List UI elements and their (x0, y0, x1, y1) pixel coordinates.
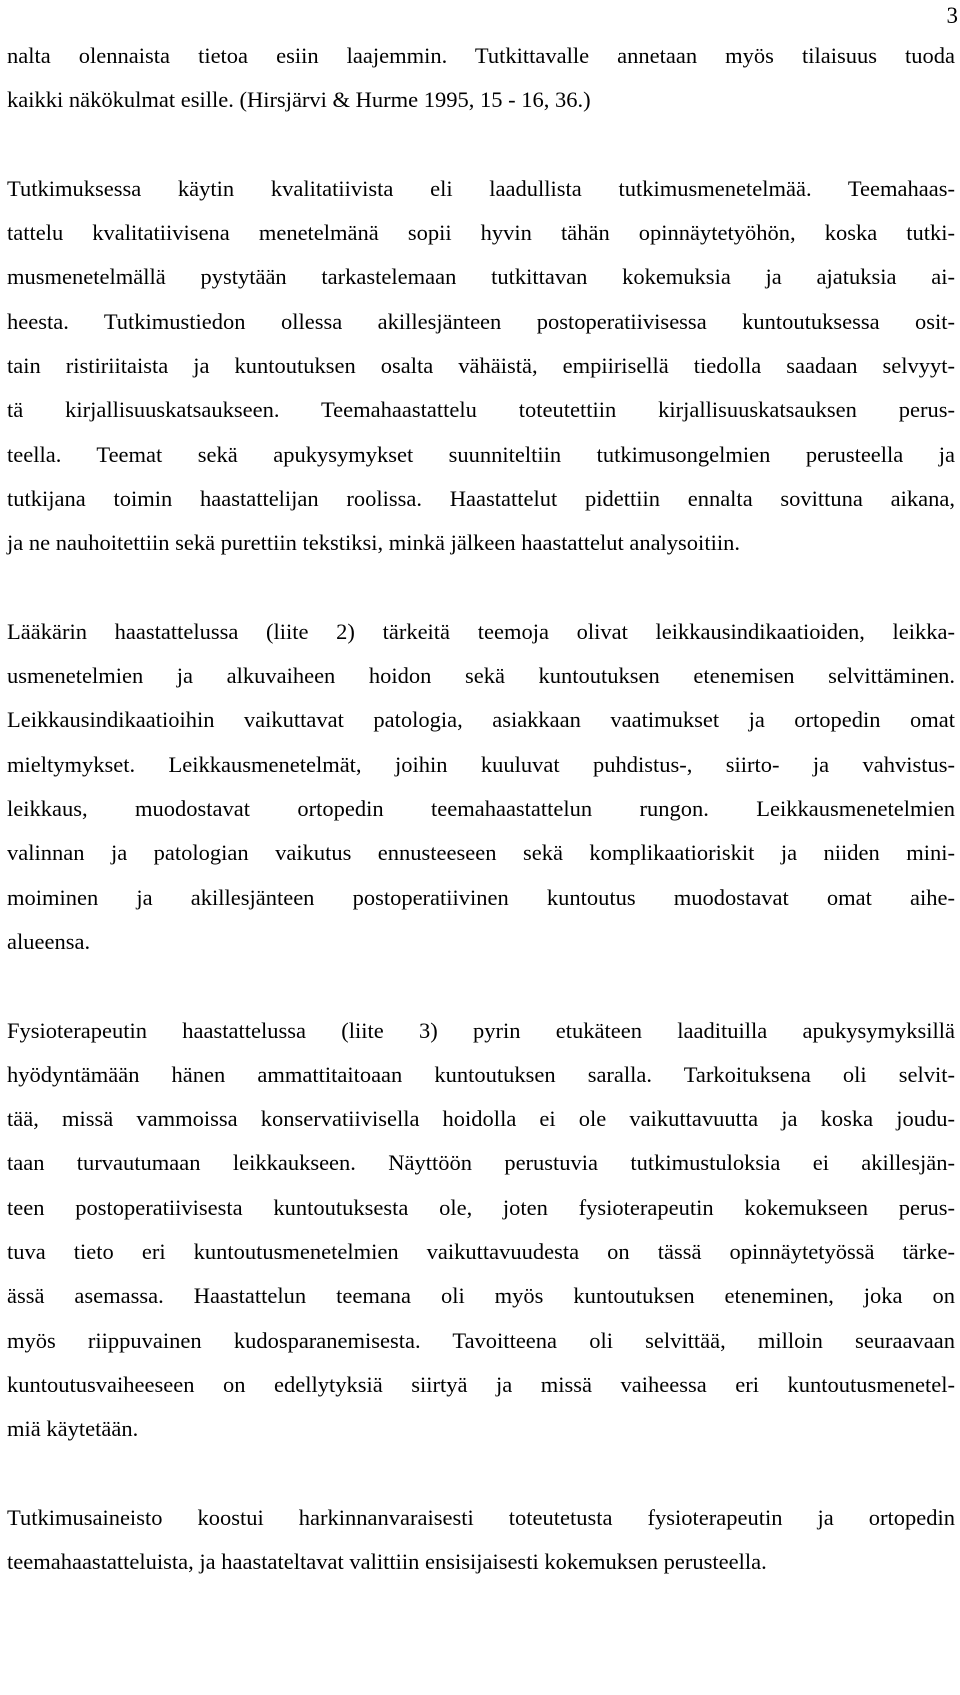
text-line: tää, missä vammoissa konservatiivisella hoidolla ei ole vaikuttavuutta ja koska joudu- (7, 1106, 955, 1132)
text-line: nalta olennaista tietoa esiin laajemmin. Tutkittavalle annetaan myös tilaisuus tuoda (7, 43, 955, 68)
text-line: heesta. Tutkimustiedon ollessa akillesjänteen postoperatiivisessa kuntoutuksessa osit- (7, 308, 955, 334)
text-line: hyödyntämään hänen ammattitaitoaan kuntoutuksen saralla. Tarkoituksena oli selvit- (7, 1061, 955, 1087)
text-line: kuntoutusvaiheeseen on edellytyksiä siirtyä ja missä vaiheessa eri kuntoutusmenetel- (7, 1371, 955, 1397)
text-line: leikkaus, muodostavat ortopedin teemahaastattelun rungon. Leikkausmenetelmien (7, 796, 955, 822)
text-line: Tutkimusaineisto koostui harkinnanvaraisesti toteutetusta fysioterapeutin ja ortopedin (7, 1504, 955, 1530)
text-line: tattelu kvalitatiivisena menetelmänä sopii hyvin tähän opinnäytetyöhön, koska tutki- (7, 220, 955, 246)
text-line: alueensa. (7, 928, 91, 954)
text-line: musmenetelmällä pystytään tarkastelemaan tutkittavan kokemuksia ja ajatuksia ai- (7, 264, 955, 290)
page-number: 3 (946, 3, 958, 28)
text-line: Leikkausindikaatioihin vaikuttavat patologia, asiakkaan vaatimukset ja ortopedin omat (7, 707, 955, 733)
text-line: teella. Teemat sekä apukysymykset suunniteltiin tutkimusongelmien perusteella ja (7, 441, 955, 467)
paragraph (7, 174, 955, 573)
paragraph (7, 1503, 955, 1592)
paragraph-gap (7, 130, 955, 174)
paragraph-gap (7, 971, 955, 1015)
paragraph (7, 617, 955, 971)
text-line: Tutkimuksessa käytin kvalitatiivista eli laadullista tutkimusmenetelmää. Teemahaas- (7, 175, 955, 201)
text-line: tä kirjallisuuskatsaukseen. Teemahaastattelu toteutettiin kirjallisuuskatsauksen perus- (7, 397, 955, 423)
paragraph (7, 41, 955, 130)
text-line: moiminen ja akillesjänteen postoperatiivinen kuntoutus muodostavat omat aihe- (7, 884, 955, 910)
text-line: taan turvautumaan leikkaukseen. Näyttöön perustuvia tutkimustuloksia ei akillesjän- (7, 1150, 955, 1176)
text-line: ja ne nauhoitettiin sekä purettiin tekstiksi, minkä jälkeen haastattelut analysoitiin. (7, 530, 740, 556)
text-line: Fysioterapeutin haastattelussa (liite 3) pyrin etukäteen laadituilla apukysymyksillä (7, 1017, 955, 1043)
text-line: usmenetelmien ja alkuvaiheen hoidon sekä kuntoutuksen etenemisen selvittäminen. (7, 663, 955, 689)
text-line: valinnan ja patologian vaikutus ennusteeseen sekä komplikaatioriskit ja niiden mini- (7, 840, 955, 866)
paragraph-gap (7, 1459, 955, 1503)
paragraph-gap (7, 573, 955, 617)
text-line: teen postoperatiivisesta kuntoutuksesta ole, joten fysioterapeutin kokemukseen perus- (7, 1194, 955, 1220)
text-line: Lääkärin haastattelussa (liite 2) tärkeitä teemoja olivat leikkausindikaatioiden, leikka- (7, 618, 955, 644)
text-line: tain ristiriitaista ja kuntoutuksen osalta vähäistä, empiirisellä tiedolla saadaan selvyyt- (7, 353, 955, 379)
document-body (7, 41, 955, 1591)
text-line: mieltymykset. Leikkausmenetelmät, joihin kuuluvat puhdistus-, siirto- ja vahvistus- (7, 751, 955, 777)
text-line: tutkijana toimin haastattelijan roolissa. Haastattelut pidettiin ennalta sovittuna aikana, (7, 485, 955, 511)
text-line: tuva tieto eri kuntoutusmenetelmien vaikuttavuudesta on tässä opinnäytetyössä tärke- (7, 1239, 955, 1265)
text-line: ässä asemassa. Haastattelun teemana oli myös kuntoutuksen eteneminen, joka on (7, 1283, 955, 1309)
text-line: kaikki näkökulmat esille. (Hirsjärvi & Hurme 1995, 15 - 16, 36.) (7, 87, 591, 113)
text-line: teemahaastatteluista, ja haastateltavat valittiin ensisijaisesti kokemuksen perusteella. (7, 1549, 767, 1575)
paragraph (7, 1016, 955, 1459)
text-line: miä käytetään. (7, 1416, 139, 1442)
text-line: myös riippuvainen kudosparanemisesta. Tavoitteena oli selvittää, milloin seuraavaan (7, 1327, 955, 1353)
